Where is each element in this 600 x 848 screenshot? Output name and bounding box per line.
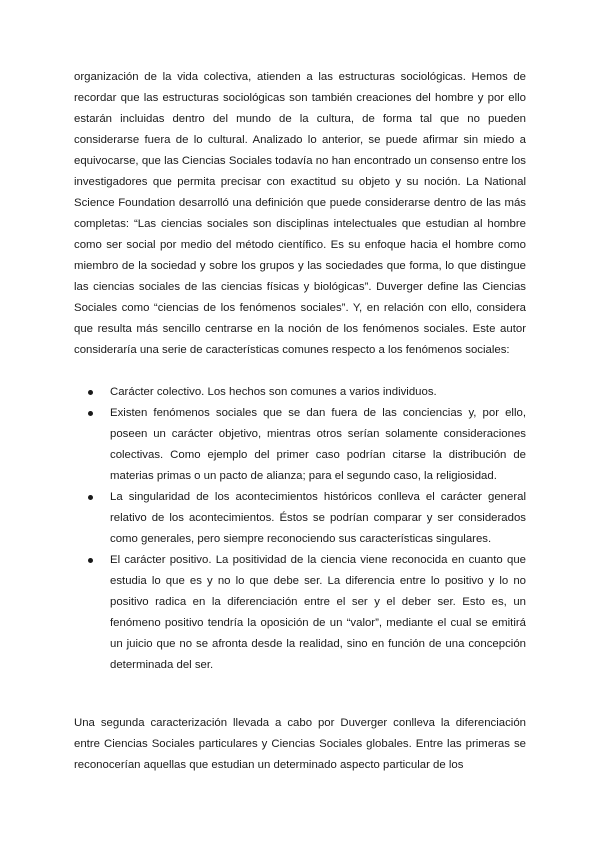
body-paragraph-closing: Una segunda caracterización llevada a cabo por Duverger conlleva la diferenciación entre Ciencias Sociales particulares y Ciencias Sociales globales. Entre las primeras se reconocerían aquellas que estudian un determinado aspecto particular de los bbox=[74, 717, 526, 771]
list-item bbox=[86, 382, 526, 403]
bullet-icon bbox=[88, 411, 93, 416]
bullet-icon bbox=[88, 390, 93, 395]
list-item bbox=[86, 403, 526, 487]
bullet-icon bbox=[88, 495, 93, 500]
list-item-text: Existen fenómenos sociales que se dan fuera de las conciencias y, por ello, poseen un carácter objetivo, mientras otros serían solamente consideraciones colectivas. Como ejemplo del primer caso podrían citarse la distribución de materias primas o un pacto de alianza; para el segundo caso, la religiosidad. bbox=[110, 407, 526, 482]
bullet-icon bbox=[88, 558, 93, 563]
list-item-text: Carácter colectivo. Los hechos son comunes a varios individuos. bbox=[110, 386, 437, 398]
characteristics-list bbox=[86, 382, 526, 676]
list-item-text: El carácter positivo. La positividad de la ciencia viene reconocida en cuanto que estudia lo que es y no lo que debe ser. La diferencia entre lo positivo y lo no positivo radica en la diferenciación entre el ser y el deber ser. Esto es, un fenómeno positivo tendría la oposición de un “valor”, mediante el cual se emitirá un juicio que no se afronta desde la realidad, sino en función de una concepción determinada del ser. bbox=[110, 554, 526, 671]
list-item bbox=[86, 487, 526, 550]
list-item bbox=[86, 550, 526, 676]
list-item-text: La singularidad de los acontecimientos históricos conlleva el carácter general relativo de los acontecimientos. Éstos se podrían comparar y ser considerados como generales, pero siempre reconociendo sus características singulares. bbox=[110, 491, 526, 545]
body-paragraph-intro: organización de la vida colectiva, atienden a las estructuras sociológicas. Hemos de recordar que las estructuras sociológicas son también creaciones del hombre y por ello estarán incluidas dentro del mundo de la cultura, de forma tal que no pueden considerarse fuera de lo cultural. Analizado lo anterior, se puede afirmar sin miedo a equivocarse, que las Ciencias Sociales todavía no han encontrado un consenso entre los investigadores que permita precisar con exactitud su objeto y su noción. La National Science Foundation desarrolló una definición que puede considerarse dentro de las más completas: “Las ciencias sociales son disciplinas intelectuales que estudian al hombre como ser social por medio del método científico. Es su enfoque hacia el hombre como miembro de la sociedad y sobre los grupos y las sociedades que forma, lo que distingue las ciencias sociales de las ciencias físicas y biológicas”. Duverger define las Ciencias Sociales como “ciencias de los fenómenos sociales”. Y, en relación con ello, considera que resulta más sencillo centrarse en la noción de los fenómenos sociales. Este autor consideraría una serie de características comunes respecto a los fenómenos sociales: bbox=[74, 71, 526, 356]
